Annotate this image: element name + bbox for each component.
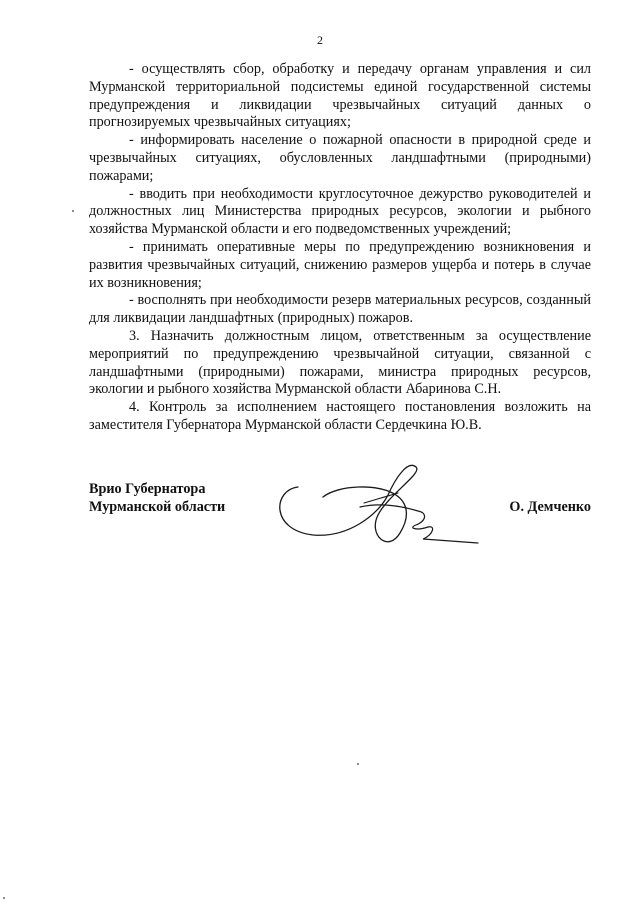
signatory-name: О. Демченко [509,499,591,515]
paragraph-item-4: 4. Контроль за исполнением настоящего постановления возложить на заместителя Губернатора Мурманской области Сердечкина Ю.В. [89,399,591,433]
signatory-position [89,480,225,516]
paragraph-inform-population: - информировать население о пожарной опасности в природной среде и чрезвычайных ситуациях, обусловленных ландшафтными (природными) пожарами; [89,132,591,184]
paragraph-round-the-clock-duty: - вводить при необходимости круглосуточное дежурство руководителей и должностных лиц Министерства природных ресурсов, экологии и рыбного хозяйства Мурманской области и его подведомственных учреждений; [89,185,591,238]
document-body [89,61,591,435]
paragraph-replenish-reserve: - восполнять при необходимости резерв материальных ресурсов, созданный для ликвидации ландшафтных (природных) пожаров. [89,292,591,327]
paragraph-collect-data: - осуществлять сбор, обработку и передачу органам управления и сил Мурманской территориальной подсистемы единой государственной системы предупреждения и ликвидации чрезвычайных ситуаций данных о прогнозируемых чрезвычайных ситуациях; [89,61,591,131]
paragraph-operational-measures: - принимать оперативные меры по предупреждению возникновения и развития чрезвычайных ситуаций, снижению размеров ущерба и потерь в случае их возникновения; [89,238,591,291]
scan-speck [3,897,5,899]
scan-speck [72,210,74,212]
signatory-position-line1: Врио Губернатора [89,481,206,497]
signatory-position-line2: Мурманской области [89,499,226,515]
page-number: 2 [317,33,323,47]
scan-speck [357,763,359,765]
handwritten-signature [268,455,488,555]
paragraph-item-3: 3. Назначить должностным лицом, ответственным за осуществление мероприятий по предупреждению чрезвычайной ситуации, связанной с ландшафтными (природными) пожарами, министра природных ресурсов, экологии и рыбного хозяйства Мурманской области Абаринова С.Н. [89,327,591,398]
